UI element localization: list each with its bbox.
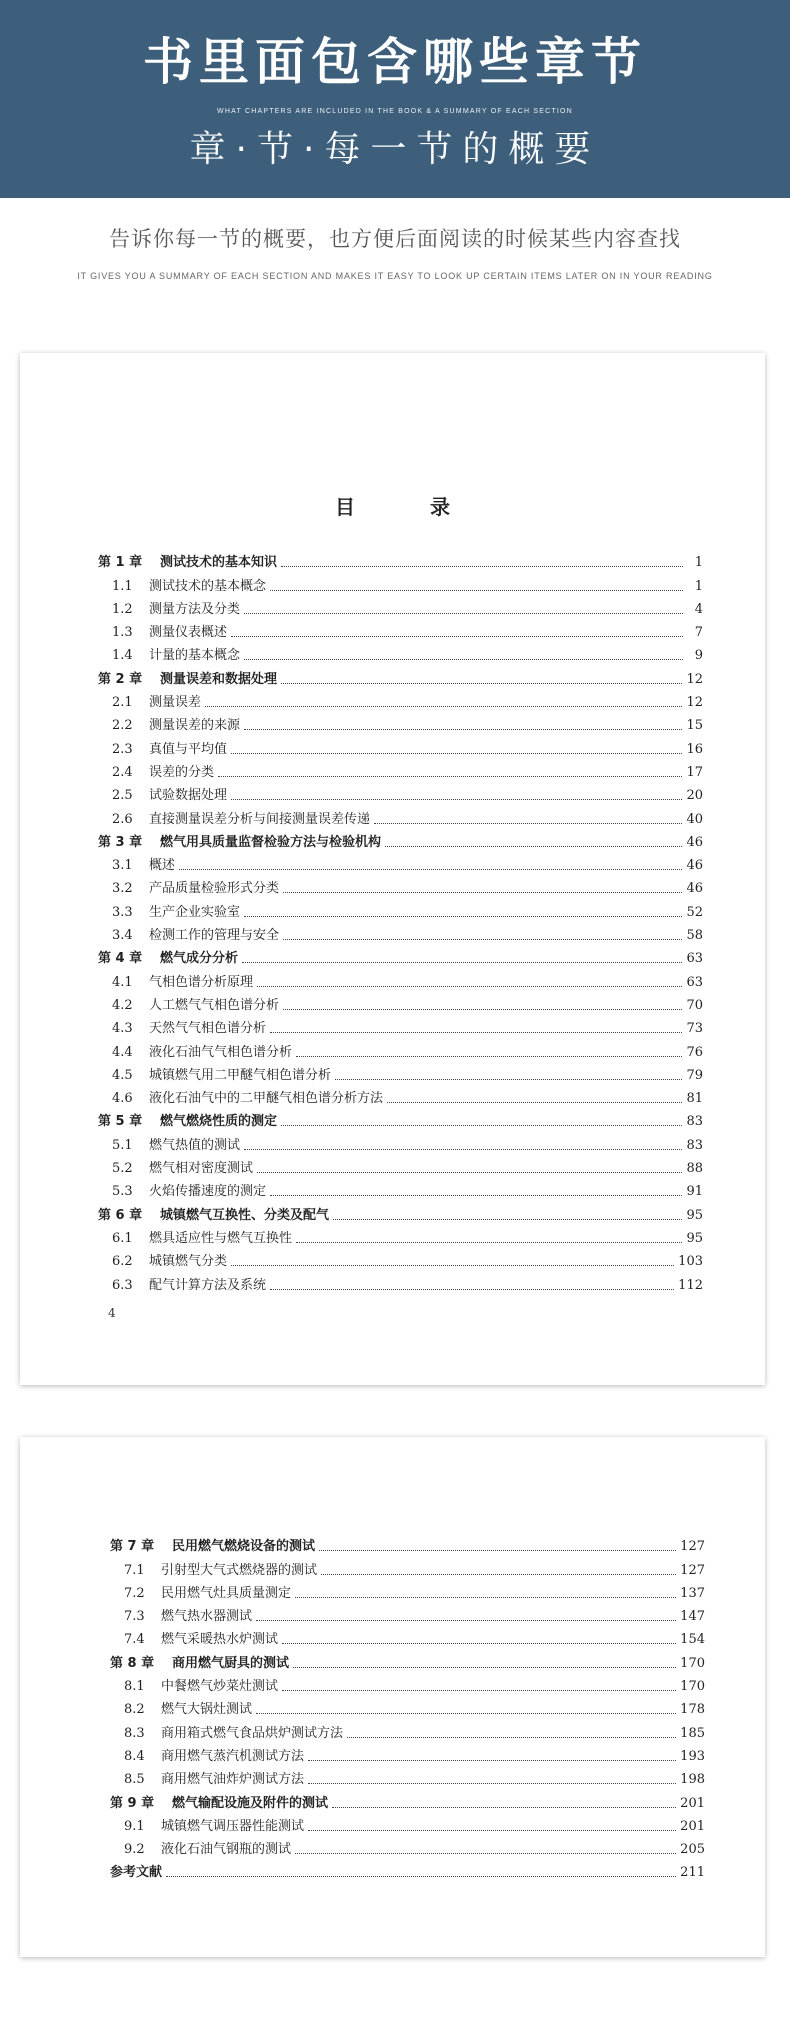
dot-leader <box>333 1219 682 1220</box>
toc-chapter-row <box>98 1108 703 1131</box>
toc-entry-page: 178 <box>680 1702 705 1718</box>
toc-chapter-row <box>110 1859 705 1882</box>
toc-section-row <box>98 852 703 875</box>
toc-entry-page: 12 <box>686 671 703 687</box>
toc-entry-page: 205 <box>680 1842 705 1858</box>
toc-chapter-row <box>110 1533 705 1556</box>
toc-entry-page: 46 <box>686 881 703 897</box>
toc-entry-page: 20 <box>686 788 703 804</box>
toc-entry-title: 商用燃气蒸汽机测试方法 <box>161 1748 305 1764</box>
dot-leader <box>256 1620 676 1621</box>
toc-entry-title: 试验数据处理 <box>149 788 228 804</box>
toc-section-row <box>98 689 703 712</box>
toc-entry-title: 民用燃气灶具质量测定 <box>161 1585 292 1601</box>
toc-entry-page: 211 <box>680 1865 705 1881</box>
toc-entry-title: 人工燃气气相色谱分析 <box>149 997 280 1013</box>
toc-entry-page: 137 <box>680 1585 705 1601</box>
dot-leader <box>218 776 682 777</box>
toc-entry-title: 液化石油气中的二甲醚气相色谱分析方法 <box>149 1091 384 1107</box>
toc-entry-page: 201 <box>680 1795 705 1811</box>
toc-entry-number: 3.1 <box>112 858 133 874</box>
dot-leader <box>270 1032 682 1033</box>
toc-entry-page: 170 <box>680 1655 705 1671</box>
toc-entry-title: 城镇燃气用二甲醚气相色谱分析 <box>149 1067 332 1083</box>
toc-section-row <box>98 1131 703 1154</box>
toc-entry-number: 5.2 <box>112 1161 133 1177</box>
toc-section-row <box>98 1271 703 1294</box>
toc-entry-page: 83 <box>686 1114 703 1130</box>
toc-chapter-row <box>110 1649 705 1672</box>
toc-entry-number: 第 6 章 <box>98 1207 143 1223</box>
dot-leader <box>296 1056 682 1057</box>
toc-entry-title: 计量的基本概念 <box>149 648 241 664</box>
toc-entry-number: 6.3 <box>112 1277 133 1293</box>
toc-entry-number: 第 1 章 <box>98 555 143 571</box>
toc-entry-page: 46 <box>686 834 703 850</box>
toc-entry-number: 4.2 <box>112 997 133 1013</box>
toc-entry-title: 配气计算方法及系统 <box>149 1277 267 1293</box>
toc-section-row <box>98 898 703 921</box>
toc-section-row <box>98 922 703 945</box>
toc-entry-page: 76 <box>686 1044 703 1060</box>
toc-entry-title: 测量误差的来源 <box>149 718 241 734</box>
toc-entry-page: 40 <box>686 811 703 827</box>
toc-section-row <box>110 1696 705 1719</box>
toc-section-row <box>110 1743 705 1766</box>
toc-entry-page: 112 <box>678 1277 703 1293</box>
toc-section-row <box>110 1673 705 1696</box>
toc-entry-title: 测试技术的基本概念 <box>149 578 267 594</box>
toc-entry-number: 1.2 <box>112 601 133 617</box>
toc-entry-title: 燃气用具质量监督检验方法与检验机构 <box>160 834 382 850</box>
toc-chapter-row <box>98 1201 703 1224</box>
dot-leader <box>270 590 683 591</box>
banner-subtitle-en: WHAT CHAPTERS ARE INCLUDED IN THE BOOK & A SUMMARY OF EACH SECTION <box>217 108 573 115</box>
toc-entry-number: 7.3 <box>124 1609 145 1625</box>
toc-entry-page: 147 <box>680 1609 705 1625</box>
dot-leader <box>281 566 683 567</box>
toc-section-row <box>110 1580 705 1603</box>
toc-chapter-row <box>98 945 703 968</box>
dot-leader <box>244 916 682 917</box>
toc-section-row <box>110 1719 705 1742</box>
toc-entry-title: 商用燃气厨具的测试 <box>172 1655 290 1671</box>
toc-entry-title: 燃气采暖热水炉测试 <box>161 1632 279 1648</box>
dot-leader <box>335 1079 682 1080</box>
dot-leader <box>293 1667 676 1668</box>
banner-title: 书里面包含哪些章节 <box>143 33 647 91</box>
dot-leader <box>244 613 683 614</box>
toc-section-row <box>98 1155 703 1178</box>
toc-entry-title: 民用燃气燃烧设备的测试 <box>172 1539 316 1555</box>
toc-entry-title: 检测工作的管理与安全 <box>149 928 280 944</box>
toc-entry-title: 参考文献 <box>110 1865 163 1881</box>
toc-entry-page: 12 <box>686 695 703 711</box>
toc-entry-page: 16 <box>686 741 703 757</box>
dot-leader <box>179 869 682 870</box>
dot-leader <box>256 1713 676 1714</box>
toc-entry-title: 气相色谱分析原理 <box>149 974 254 990</box>
toc-entry-title: 误差的分类 <box>149 764 215 780</box>
tagline-en: IT GIVES YOU A SUMMARY OF EACH SECTION AND MAKES IT EASY TO LOOK UP CERTAIN ITEMS LATER ON IN YOUR READING <box>77 271 713 281</box>
toc-list <box>110 1533 705 1882</box>
toc-entry-number: 9.2 <box>124 1842 145 1858</box>
toc-entry-number: 5.3 <box>112 1184 133 1200</box>
toc-entry-number: 6.1 <box>112 1230 133 1246</box>
toc-entry-page: 83 <box>686 1137 703 1153</box>
toc-entry-number: 第 4 章 <box>98 951 143 967</box>
dot-leader <box>319 1550 676 1551</box>
toc-entry-number: 4.3 <box>112 1021 133 1037</box>
dot-leader <box>231 799 682 800</box>
toc-section-row <box>98 1178 703 1201</box>
dot-leader <box>283 892 682 893</box>
toc-entry-page: 9 <box>694 648 703 664</box>
toc-section-row <box>110 1836 705 1859</box>
toc-entry-number: 8.3 <box>124 1725 145 1741</box>
toc-entry-number: 8.2 <box>124 1702 145 1718</box>
toc-entry-number: 第 5 章 <box>98 1114 143 1130</box>
toc-entry-number: 2.1 <box>112 695 133 711</box>
toc-entry-page: 193 <box>680 1748 705 1764</box>
toc-entry-title: 液化石油气气相色谱分析 <box>149 1044 293 1060</box>
toc-chapter-row <box>110 1789 705 1812</box>
toc-section-row <box>110 1603 705 1626</box>
toc-entry-number: 2.5 <box>112 788 133 804</box>
toc-entry-page: 4 <box>694 601 703 617</box>
toc-entry-number: 1.3 <box>112 625 133 641</box>
toc-section-row <box>98 1085 703 1108</box>
toc-entry-number: 第 3 章 <box>98 834 143 850</box>
dot-leader <box>257 986 682 987</box>
toc-entry-number: 7.1 <box>124 1562 145 1578</box>
toc-entry-number: 2.2 <box>112 718 133 734</box>
toc-entry-title: 概述 <box>149 858 176 874</box>
toc-entry-title: 商用燃气油炸炉测试方法 <box>161 1772 305 1788</box>
toc-chapter-row <box>98 665 703 688</box>
toc-entry-page: 58 <box>686 928 703 944</box>
toc-entry-title: 燃气大锅灶测试 <box>161 1702 253 1718</box>
toc-section-row <box>98 759 703 782</box>
toc-section-row <box>98 1062 703 1085</box>
toc-entry-title: 测量误差 <box>149 695 202 711</box>
toc-entry-page: 88 <box>686 1161 703 1177</box>
dot-leader <box>205 706 682 707</box>
banner-title-secondary: 章·节·每一节的概要 <box>189 129 601 170</box>
toc-entry-page: 46 <box>686 858 703 874</box>
toc-entry-page: 95 <box>686 1230 703 1246</box>
toc-entry-title: 商用箱式燃气食品烘炉测试方法 <box>161 1725 344 1741</box>
toc-entry-page: 52 <box>686 904 703 920</box>
dot-leader <box>347 1737 676 1738</box>
toc-section-row <box>98 712 703 735</box>
toc-section-row <box>98 642 703 665</box>
dot-leader <box>385 846 682 847</box>
toc-entry-title: 燃具适应性与燃气互换性 <box>149 1230 293 1246</box>
toc-entry-number: 第 7 章 <box>110 1539 155 1555</box>
dot-leader <box>282 1643 676 1644</box>
dot-leader <box>281 1125 682 1126</box>
toc-entry-page: 15 <box>686 718 703 734</box>
toc-entry-title: 燃气热水器测试 <box>161 1609 253 1625</box>
dot-leader <box>244 1149 682 1150</box>
toc-entry-title: 中餐燃气炒菜灶测试 <box>161 1679 279 1695</box>
dot-leader <box>270 1195 682 1196</box>
toc-entry-page: 127 <box>680 1562 705 1578</box>
toc-entry-title: 生产企业实验室 <box>149 904 241 920</box>
toc-entry-title: 测量仪表概述 <box>149 625 228 641</box>
toc-entry-page: 170 <box>680 1679 705 1695</box>
toc-entry-title: 燃气输配设施及附件的测试 <box>172 1795 329 1811</box>
toc-section-row <box>110 1766 705 1789</box>
toc-entry-page: 201 <box>680 1818 705 1834</box>
toc-entry-number: 8.5 <box>124 1772 145 1788</box>
toc-entry-title: 城镇燃气调压器性能测试 <box>161 1818 305 1834</box>
dot-leader <box>282 1690 676 1691</box>
dot-leader <box>244 729 682 730</box>
toc-entry-page: 79 <box>686 1067 703 1083</box>
toc-section-row <box>98 992 703 1015</box>
toc-section-row <box>110 1813 705 1836</box>
toc-entry-page: 1 <box>694 578 703 594</box>
toc-list <box>98 549 703 1295</box>
toc-entry-number: 8.1 <box>124 1679 145 1695</box>
toc-entry-number: 第 9 章 <box>110 1795 155 1811</box>
toc-entry-page: 7 <box>694 625 703 641</box>
toc-chapter-row <box>98 829 703 852</box>
toc-entry-title: 真值与平均值 <box>149 741 228 757</box>
dot-leader <box>308 1830 676 1831</box>
toc-entry-number: 8.4 <box>124 1748 145 1764</box>
toc-entry-title: 燃气热值的测试 <box>149 1137 241 1153</box>
toc-section-row <box>98 1015 703 1038</box>
toc-entry-page: 154 <box>680 1632 705 1648</box>
toc-section-row <box>98 875 703 898</box>
dot-leader <box>295 1853 676 1854</box>
toc-entry-title: 天然气气相色谱分析 <box>149 1021 267 1037</box>
toc-entry-page: 127 <box>680 1539 705 1555</box>
toc-entry-title: 测量误差和数据处理 <box>160 671 278 687</box>
toc-entry-number: 4.4 <box>112 1044 133 1060</box>
toc-entry-page: 185 <box>680 1725 705 1741</box>
toc-section-row <box>110 1556 705 1579</box>
toc-entry-title: 城镇燃气互换性、分类及配气 <box>160 1207 330 1223</box>
page-number: 4 <box>108 1306 116 1320</box>
toc-entry-title: 测量方法及分类 <box>149 601 241 617</box>
toc-entry-page: 63 <box>686 951 703 967</box>
toc-entry-number: 6.2 <box>112 1254 133 1270</box>
dot-leader <box>283 1009 682 1010</box>
dot-leader <box>166 1876 676 1877</box>
toc-entry-number: 2.6 <box>112 811 133 827</box>
toc-section-row <box>98 1248 703 1271</box>
toc-entry-title: 燃气成分分析 <box>160 951 239 967</box>
dot-leader <box>231 753 682 754</box>
toc-section-row <box>98 619 703 642</box>
toc-entry-title: 火焰传播速度的测定 <box>149 1184 267 1200</box>
toc-entry-number: 3.2 <box>112 881 133 897</box>
toc-entry-number: 7.4 <box>124 1632 145 1648</box>
toc-entry-page: 91 <box>686 1184 703 1200</box>
toc-entry-title: 测试技术的基本知识 <box>160 555 278 571</box>
toc-entry-number: 4.1 <box>112 974 133 990</box>
toc-entry-title: 直接测量误差分析与间接测量误差传递 <box>149 811 371 827</box>
toc-entry-number: 2.3 <box>112 741 133 757</box>
toc-entry-number: 5.1 <box>112 1137 133 1153</box>
header-banner <box>0 0 790 198</box>
toc-entry-number: 3.3 <box>112 904 133 920</box>
dot-leader <box>308 1783 676 1784</box>
toc-page-1 <box>20 353 765 1385</box>
toc-entry-title: 燃气燃烧性质的测定 <box>160 1114 278 1130</box>
toc-entry-number: 第 2 章 <box>98 671 143 687</box>
toc-section-row <box>98 1225 703 1248</box>
toc-entry-number: 2.4 <box>112 764 133 780</box>
toc-section-row <box>98 572 703 595</box>
toc-entry-page: 73 <box>686 1021 703 1037</box>
dot-leader <box>387 1102 682 1103</box>
toc-entry-number: 第 8 章 <box>110 1655 155 1671</box>
toc-section-row <box>98 1038 703 1061</box>
toc-entry-title: 产品质量检验形式分类 <box>149 881 280 897</box>
toc-section-row <box>98 805 703 828</box>
toc-section-row <box>98 735 703 758</box>
toc-section-row <box>98 782 703 805</box>
toc-section-row <box>110 1626 705 1649</box>
dot-leader <box>296 1242 682 1243</box>
toc-entry-page: 103 <box>678 1254 703 1270</box>
dot-leader <box>374 823 682 824</box>
dot-leader <box>231 636 683 637</box>
toc-entry-title: 引射型大气式燃烧器的测试 <box>161 1562 318 1578</box>
toc-entry-title: 燃气相对密度测试 <box>149 1161 254 1177</box>
toc-entry-page: 1 <box>694 555 703 571</box>
toc-entry-number: 4.6 <box>112 1091 133 1107</box>
dot-leader <box>244 659 683 660</box>
dot-leader <box>332 1807 676 1808</box>
toc-entry-page: 81 <box>686 1091 703 1107</box>
toc-entry-title: 液化石油气钢瓶的测试 <box>161 1842 292 1858</box>
toc-chapter-row <box>98 549 703 572</box>
toc-entry-number: 1.1 <box>112 578 133 594</box>
toc-entry-number: 3.4 <box>112 928 133 944</box>
dot-leader <box>281 683 682 684</box>
toc-entry-number: 7.2 <box>124 1585 145 1601</box>
toc-entry-page: 17 <box>686 764 703 780</box>
toc-entry-number: 4.5 <box>112 1067 133 1083</box>
toc-entry-title: 城镇燃气分类 <box>149 1254 228 1270</box>
toc-title: 目 录 <box>335 495 484 519</box>
toc-entry-page: 63 <box>686 974 703 990</box>
dot-leader <box>231 1265 674 1266</box>
toc-section-row <box>98 596 703 619</box>
dot-leader <box>270 1289 674 1290</box>
toc-entry-page: 198 <box>680 1772 705 1788</box>
dot-leader <box>257 1172 682 1173</box>
toc-section-row <box>98 968 703 991</box>
dot-leader <box>295 1597 676 1598</box>
toc-entry-number: 1.4 <box>112 648 133 664</box>
dot-leader <box>283 939 682 940</box>
toc-entry-page: 70 <box>686 997 703 1013</box>
dot-leader <box>242 962 682 963</box>
toc-entry-number: 9.1 <box>124 1818 145 1834</box>
toc-entry-page: 95 <box>686 1207 703 1223</box>
toc-page-2 <box>20 1437 765 1957</box>
tagline: 告诉你每一节的概要，也方便后面阅读的时候某些内容查找 <box>109 227 681 251</box>
dot-leader <box>321 1574 676 1575</box>
dot-leader <box>308 1760 676 1761</box>
